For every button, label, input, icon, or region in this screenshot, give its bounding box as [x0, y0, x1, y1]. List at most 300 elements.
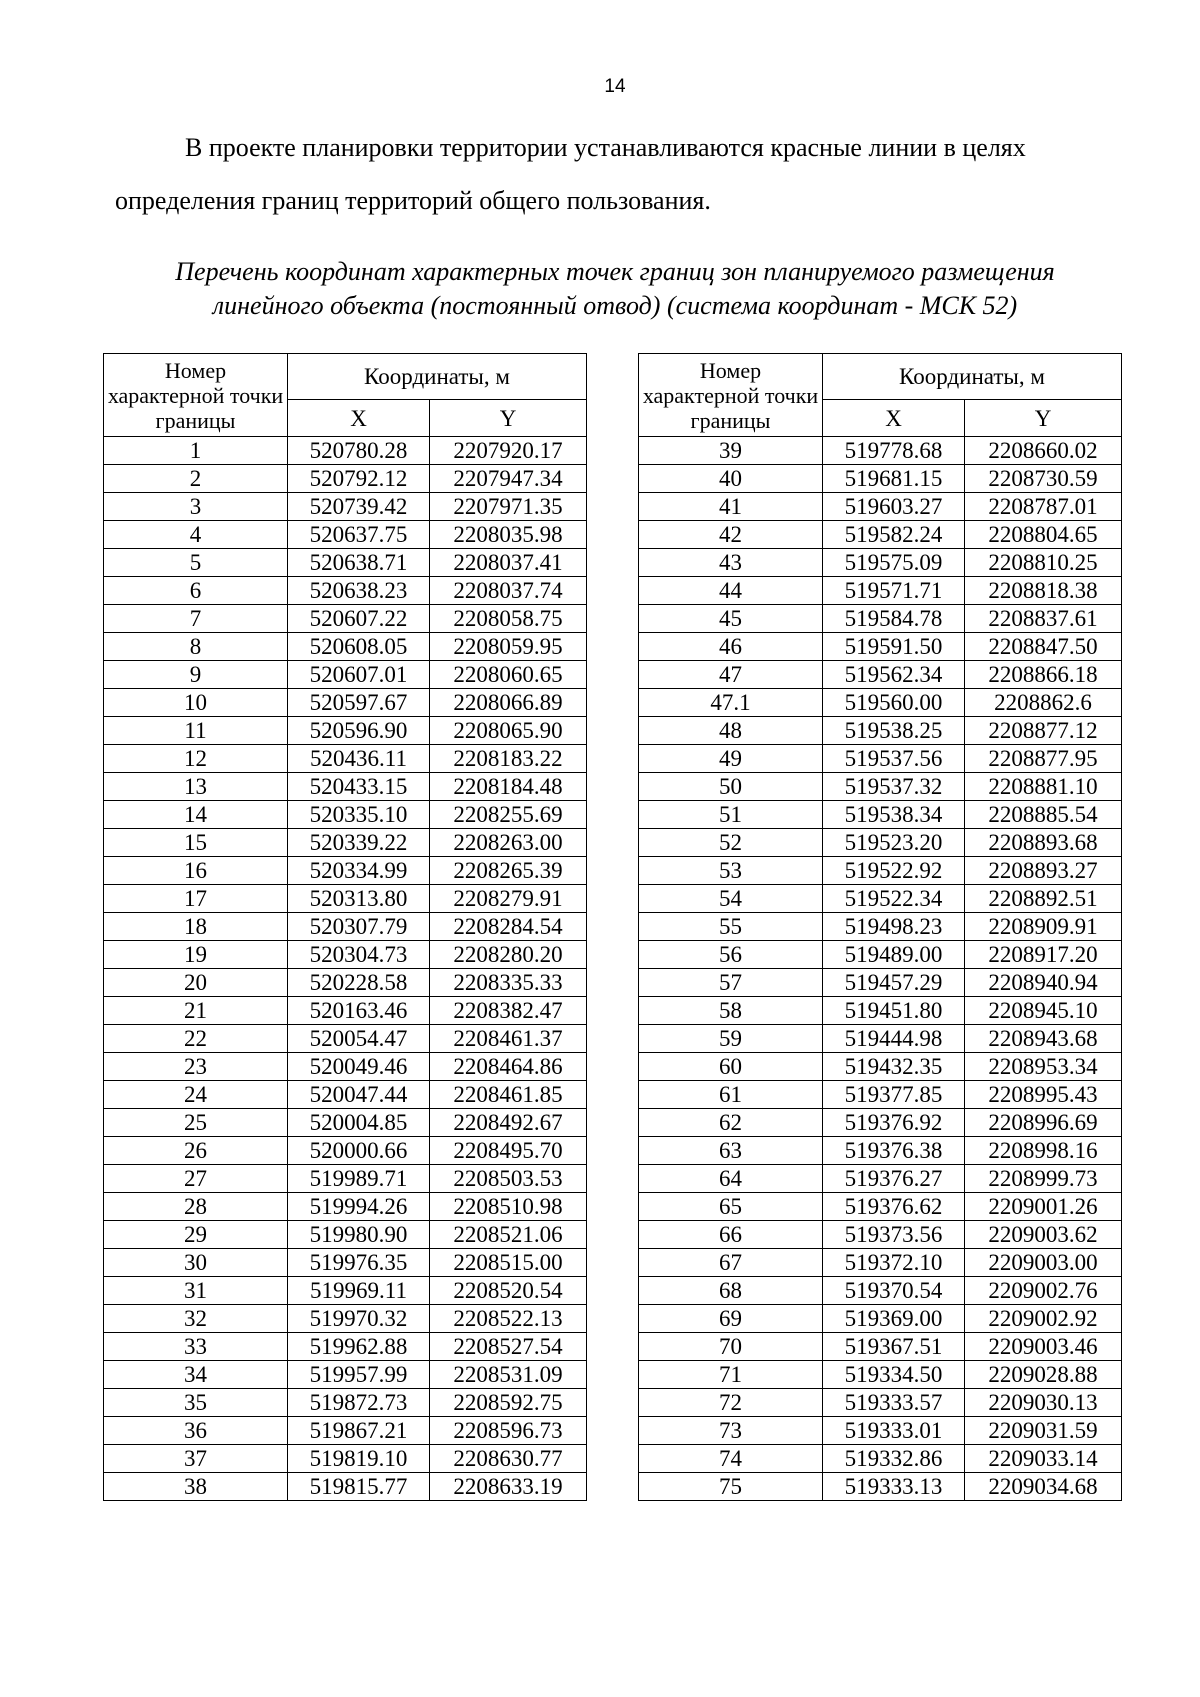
table-row [639, 521, 1122, 549]
y-coordinate-cell: 2208945.10 [965, 997, 1122, 1025]
table-row [104, 1389, 587, 1417]
x-coordinate-cell: 519867.21 [288, 1417, 430, 1445]
y-coordinate-cell: 2208503.53 [430, 1165, 587, 1193]
x-coordinate-cell: 520433.15 [288, 773, 430, 801]
x-coordinate-cell: 520334.99 [288, 857, 430, 885]
table-row [639, 493, 1122, 521]
point-number-cell: 13 [104, 773, 288, 801]
y-coordinate-cell: 2208810.25 [965, 549, 1122, 577]
x-coordinate-cell: 520436.11 [288, 745, 430, 773]
point-number-cell: 2 [104, 465, 288, 493]
y-coordinate-cell: 2209002.76 [965, 1277, 1122, 1305]
x-coordinate-cell: 519376.27 [823, 1165, 965, 1193]
y-coordinate-cell: 2208998.16 [965, 1137, 1122, 1165]
x-coordinate-cell: 519538.34 [823, 801, 965, 829]
table-row [639, 997, 1122, 1025]
body-paragraph [115, 121, 1115, 227]
point-number-cell: 3 [104, 493, 288, 521]
x-coordinate-cell: 519333.01 [823, 1417, 965, 1445]
x-coordinate-cell: 519957.99 [288, 1361, 430, 1389]
y-coordinate-cell: 2208892.51 [965, 885, 1122, 913]
table-row [639, 437, 1122, 465]
table-row [104, 1277, 587, 1305]
point-number-cell: 31 [104, 1277, 288, 1305]
point-number-cell: 58 [639, 997, 823, 1025]
y-coordinate-cell: 2208037.74 [430, 577, 587, 605]
y-coordinate-cell: 2208881.10 [965, 773, 1122, 801]
table-row [639, 1361, 1122, 1389]
point-number-cell: 6 [104, 577, 288, 605]
table-row [639, 1221, 1122, 1249]
point-number-cell: 7 [104, 605, 288, 633]
point-number-cell: 1 [104, 437, 288, 465]
x-coordinate-cell: 519522.92 [823, 857, 965, 885]
table-row [639, 1081, 1122, 1109]
y-coordinate-cell: 2208522.13 [430, 1305, 587, 1333]
y-coordinate-cell: 2208335.33 [430, 969, 587, 997]
table-row [104, 773, 587, 801]
y-coordinate-cell: 2208953.34 [965, 1053, 1122, 1081]
y-coordinate-cell: 2208893.68 [965, 829, 1122, 857]
x-coordinate-cell: 519994.26 [288, 1193, 430, 1221]
x-coordinate-cell: 519333.13 [823, 1473, 965, 1501]
x-coordinate-cell: 519970.32 [288, 1305, 430, 1333]
point-number-cell: 70 [639, 1333, 823, 1361]
point-number-cell: 53 [639, 857, 823, 885]
point-number-cell: 65 [639, 1193, 823, 1221]
y-coordinate-cell: 2208940.94 [965, 969, 1122, 997]
table-row [639, 857, 1122, 885]
x-coordinate-cell: 520047.44 [288, 1081, 430, 1109]
table-row [104, 577, 587, 605]
point-number-cell: 44 [639, 577, 823, 605]
y-coordinate-cell: 2208060.65 [430, 661, 587, 689]
point-number-cell: 30 [104, 1249, 288, 1277]
x-coordinate-cell: 519373.56 [823, 1221, 965, 1249]
table-row [104, 689, 587, 717]
header-coordinates: Координаты, м [288, 354, 587, 400]
table-row [639, 773, 1122, 801]
point-number-cell: 39 [639, 437, 823, 465]
point-number-cell: 45 [639, 605, 823, 633]
header-y: Y [430, 400, 587, 437]
y-coordinate-cell: 2208862.6 [965, 689, 1122, 717]
y-coordinate-cell: 2209001.26 [965, 1193, 1122, 1221]
x-coordinate-cell: 519451.80 [823, 997, 965, 1025]
x-coordinate-cell: 519376.38 [823, 1137, 965, 1165]
page-number: 14 [604, 76, 626, 97]
x-coordinate-cell: 519377.85 [823, 1081, 965, 1109]
table-row [104, 941, 587, 969]
y-coordinate-cell: 2208065.90 [430, 717, 587, 745]
y-coordinate-cell: 2208280.20 [430, 941, 587, 969]
table-row [639, 577, 1122, 605]
table-row [104, 1137, 587, 1165]
x-coordinate-cell: 520637.75 [288, 521, 430, 549]
y-coordinate-cell: 2208492.67 [430, 1109, 587, 1137]
coordinates-table-right [638, 353, 1122, 1501]
point-number-cell: 41 [639, 493, 823, 521]
table-row [639, 1417, 1122, 1445]
header-point-number: Номер характерной точки границы [639, 354, 823, 437]
point-number-cell: 40 [639, 465, 823, 493]
y-coordinate-cell: 2208866.18 [965, 661, 1122, 689]
table-row [104, 1249, 587, 1277]
point-number-cell: 49 [639, 745, 823, 773]
table-row [639, 1109, 1122, 1137]
point-number-cell: 64 [639, 1165, 823, 1193]
point-number-cell: 67 [639, 1249, 823, 1277]
y-coordinate-cell: 2208059.95 [430, 633, 587, 661]
table-row [639, 549, 1122, 577]
point-number-cell: 37 [104, 1445, 288, 1473]
header-x: X [288, 400, 430, 437]
table-row [104, 437, 587, 465]
y-coordinate-cell: 2208877.95 [965, 745, 1122, 773]
point-number-cell: 29 [104, 1221, 288, 1249]
caption-line-2: линейного объекта (постоянный отвод) (система координат - МСК 52) [212, 291, 1018, 320]
x-coordinate-cell: 519582.24 [823, 521, 965, 549]
paragraph-text: В проекте планировки территории устанавливаются красные линии в целях определения границ территорий общего пользования. [115, 133, 1026, 215]
table-row [639, 661, 1122, 689]
x-coordinate-cell: 519489.00 [823, 941, 965, 969]
table-row [104, 549, 587, 577]
table-row [104, 1445, 587, 1473]
point-number-cell: 16 [104, 857, 288, 885]
x-coordinate-cell: 520607.01 [288, 661, 430, 689]
x-coordinate-cell: 519989.71 [288, 1165, 430, 1193]
x-coordinate-cell: 519444.98 [823, 1025, 965, 1053]
x-coordinate-cell: 519819.10 [288, 1445, 430, 1473]
table-row [104, 465, 587, 493]
point-number-cell: 46 [639, 633, 823, 661]
point-number-cell: 10 [104, 689, 288, 717]
y-coordinate-cell: 2208382.47 [430, 997, 587, 1025]
table-row [104, 661, 587, 689]
y-coordinate-cell: 2208996.69 [965, 1109, 1122, 1137]
y-coordinate-cell: 2208818.38 [965, 577, 1122, 605]
x-coordinate-cell: 519538.25 [823, 717, 965, 745]
point-number-cell: 34 [104, 1361, 288, 1389]
point-number-cell: 17 [104, 885, 288, 913]
table-row [639, 745, 1122, 773]
table-row [104, 1305, 587, 1333]
x-coordinate-cell: 520304.73 [288, 941, 430, 969]
x-coordinate-cell: 519575.09 [823, 549, 965, 577]
point-number-cell: 66 [639, 1221, 823, 1249]
y-coordinate-cell: 2208521.06 [430, 1221, 587, 1249]
x-coordinate-cell: 520313.80 [288, 885, 430, 913]
table-row [104, 1081, 587, 1109]
y-coordinate-cell: 2208917.20 [965, 941, 1122, 969]
y-coordinate-cell: 2208592.75 [430, 1389, 587, 1417]
point-number-cell: 18 [104, 913, 288, 941]
y-coordinate-cell: 2207947.34 [430, 465, 587, 493]
x-coordinate-cell: 519962.88 [288, 1333, 430, 1361]
point-number-cell: 20 [104, 969, 288, 997]
x-coordinate-cell: 519367.51 [823, 1333, 965, 1361]
x-coordinate-cell: 519457.29 [823, 969, 965, 997]
y-coordinate-cell: 2208893.27 [965, 857, 1122, 885]
x-coordinate-cell: 520739.42 [288, 493, 430, 521]
y-coordinate-cell: 2208184.48 [430, 773, 587, 801]
x-coordinate-cell: 519376.62 [823, 1193, 965, 1221]
y-coordinate-cell: 2209003.46 [965, 1333, 1122, 1361]
table-row [639, 829, 1122, 857]
x-coordinate-cell: 519369.00 [823, 1305, 965, 1333]
y-coordinate-cell: 2208885.54 [965, 801, 1122, 829]
table-row [639, 941, 1122, 969]
y-coordinate-cell: 2208461.85 [430, 1081, 587, 1109]
point-number-cell: 59 [639, 1025, 823, 1053]
x-coordinate-cell: 519778.68 [823, 437, 965, 465]
table-row [104, 997, 587, 1025]
table-row [104, 1417, 587, 1445]
table-row [104, 493, 587, 521]
table-row [639, 465, 1122, 493]
point-number-cell: 38 [104, 1473, 288, 1501]
table-row [104, 1053, 587, 1081]
table-row [639, 689, 1122, 717]
x-coordinate-cell: 519537.32 [823, 773, 965, 801]
point-number-cell: 23 [104, 1053, 288, 1081]
point-number-cell: 74 [639, 1445, 823, 1473]
table-row [104, 1473, 587, 1501]
x-coordinate-cell: 519980.90 [288, 1221, 430, 1249]
y-coordinate-cell: 2208943.68 [965, 1025, 1122, 1053]
x-coordinate-cell: 520004.85 [288, 1109, 430, 1137]
x-coordinate-cell: 519872.73 [288, 1389, 430, 1417]
table-row [104, 1361, 587, 1389]
point-number-cell: 35 [104, 1389, 288, 1417]
x-coordinate-cell: 519681.15 [823, 465, 965, 493]
header-x: X [823, 400, 965, 437]
table-row [639, 969, 1122, 997]
point-number-cell: 61 [639, 1081, 823, 1109]
y-coordinate-cell: 2208995.43 [965, 1081, 1122, 1109]
x-coordinate-cell: 520792.12 [288, 465, 430, 493]
table-row [639, 1305, 1122, 1333]
y-coordinate-cell: 2208058.75 [430, 605, 587, 633]
table-row [639, 1137, 1122, 1165]
x-coordinate-cell: 519332.86 [823, 1445, 965, 1473]
y-coordinate-cell: 2208804.65 [965, 521, 1122, 549]
header-coordinates: Координаты, м [823, 354, 1122, 400]
table-row [104, 829, 587, 857]
y-coordinate-cell: 2208037.41 [430, 549, 587, 577]
x-coordinate-cell: 520335.10 [288, 801, 430, 829]
y-coordinate-cell: 2208660.02 [965, 437, 1122, 465]
y-coordinate-cell: 2207920.17 [430, 437, 587, 465]
x-coordinate-cell: 520780.28 [288, 437, 430, 465]
x-coordinate-cell: 519333.57 [823, 1389, 965, 1417]
point-number-cell: 50 [639, 773, 823, 801]
x-coordinate-cell: 519603.27 [823, 493, 965, 521]
x-coordinate-cell: 519560.00 [823, 689, 965, 717]
point-number-cell: 60 [639, 1053, 823, 1081]
x-coordinate-cell: 519370.54 [823, 1277, 965, 1305]
y-coordinate-cell: 2208730.59 [965, 465, 1122, 493]
y-coordinate-cell: 2208909.91 [965, 913, 1122, 941]
point-number-cell: 72 [639, 1389, 823, 1417]
table-row [639, 801, 1122, 829]
point-number-cell: 4 [104, 521, 288, 549]
x-coordinate-cell: 519591.50 [823, 633, 965, 661]
point-number-cell: 5 [104, 549, 288, 577]
table-row [639, 633, 1122, 661]
y-coordinate-cell: 2208461.37 [430, 1025, 587, 1053]
y-coordinate-cell: 2208464.86 [430, 1053, 587, 1081]
y-coordinate-cell: 2209030.13 [965, 1389, 1122, 1417]
x-coordinate-cell: 519372.10 [823, 1249, 965, 1277]
x-coordinate-cell: 520163.46 [288, 997, 430, 1025]
point-number-cell: 27 [104, 1165, 288, 1193]
x-coordinate-cell: 519523.20 [823, 829, 965, 857]
table-row [104, 913, 587, 941]
y-coordinate-cell: 2209002.92 [965, 1305, 1122, 1333]
point-number-cell: 48 [639, 717, 823, 745]
x-coordinate-cell: 519976.35 [288, 1249, 430, 1277]
x-coordinate-cell: 519571.71 [823, 577, 965, 605]
table-row [639, 1473, 1122, 1501]
point-number-cell: 36 [104, 1417, 288, 1445]
y-coordinate-cell: 2209028.88 [965, 1361, 1122, 1389]
point-number-cell: 26 [104, 1137, 288, 1165]
header-y: Y [965, 400, 1122, 437]
y-coordinate-cell: 2209031.59 [965, 1417, 1122, 1445]
y-coordinate-cell: 2208515.00 [430, 1249, 587, 1277]
coordinates-table-left [103, 353, 587, 1501]
y-coordinate-cell: 2207971.35 [430, 493, 587, 521]
point-number-cell: 8 [104, 633, 288, 661]
table-row [639, 1165, 1122, 1193]
y-coordinate-cell: 2209033.14 [965, 1445, 1122, 1473]
table-row [639, 717, 1122, 745]
x-coordinate-cell: 519376.92 [823, 1109, 965, 1137]
y-coordinate-cell: 2209003.00 [965, 1249, 1122, 1277]
table-row [104, 885, 587, 913]
x-coordinate-cell: 520638.23 [288, 577, 430, 605]
point-number-cell: 9 [104, 661, 288, 689]
table-row [639, 605, 1122, 633]
y-coordinate-cell: 2208847.50 [965, 633, 1122, 661]
x-coordinate-cell: 519334.50 [823, 1361, 965, 1389]
y-coordinate-cell: 2208263.00 [430, 829, 587, 857]
x-coordinate-cell: 520000.66 [288, 1137, 430, 1165]
y-coordinate-cell: 2208279.91 [430, 885, 587, 913]
table-row [104, 633, 587, 661]
point-number-cell: 33 [104, 1333, 288, 1361]
point-number-cell: 12 [104, 745, 288, 773]
point-number-cell: 28 [104, 1193, 288, 1221]
point-number-cell: 43 [639, 549, 823, 577]
point-number-cell: 22 [104, 1025, 288, 1053]
y-coordinate-cell: 2208510.98 [430, 1193, 587, 1221]
y-coordinate-cell: 2209003.62 [965, 1221, 1122, 1249]
point-number-cell: 47.1 [639, 689, 823, 717]
point-number-cell: 51 [639, 801, 823, 829]
y-coordinate-cell: 2208633.19 [430, 1473, 587, 1501]
y-coordinate-cell: 2208630.77 [430, 1445, 587, 1473]
x-coordinate-cell: 520054.47 [288, 1025, 430, 1053]
point-number-cell: 54 [639, 885, 823, 913]
table-row [104, 745, 587, 773]
y-coordinate-cell: 2208265.39 [430, 857, 587, 885]
table-row [639, 885, 1122, 913]
point-number-cell: 55 [639, 913, 823, 941]
table-row [104, 857, 587, 885]
x-coordinate-cell: 520607.22 [288, 605, 430, 633]
y-coordinate-cell: 2208787.01 [965, 493, 1122, 521]
point-number-cell: 68 [639, 1277, 823, 1305]
table-caption [105, 255, 1125, 323]
table-row [639, 1249, 1122, 1277]
point-number-cell: 15 [104, 829, 288, 857]
point-number-cell: 32 [104, 1305, 288, 1333]
y-coordinate-cell: 2208837.61 [965, 605, 1122, 633]
x-coordinate-cell: 519498.23 [823, 913, 965, 941]
table-row [639, 1053, 1122, 1081]
y-coordinate-cell: 2208527.54 [430, 1333, 587, 1361]
table-row [104, 605, 587, 633]
table-row [104, 1025, 587, 1053]
x-coordinate-cell: 520608.05 [288, 633, 430, 661]
point-number-cell: 19 [104, 941, 288, 969]
caption-line-1: Перечень координат характерных точек границ зон планируемого размещения [175, 257, 1055, 286]
x-coordinate-cell: 520307.79 [288, 913, 430, 941]
table-row [639, 1277, 1122, 1305]
x-coordinate-cell: 519584.78 [823, 605, 965, 633]
point-number-cell: 25 [104, 1109, 288, 1137]
table-row [104, 717, 587, 745]
x-coordinate-cell: 520597.67 [288, 689, 430, 717]
y-coordinate-cell: 2208520.54 [430, 1277, 587, 1305]
x-coordinate-cell: 520228.58 [288, 969, 430, 997]
table-row [104, 1109, 587, 1137]
table-row [639, 1445, 1122, 1473]
table-row [639, 1025, 1122, 1053]
y-coordinate-cell: 2208035.98 [430, 521, 587, 549]
y-coordinate-cell: 2208495.70 [430, 1137, 587, 1165]
table-row [639, 1193, 1122, 1221]
y-coordinate-cell: 2208877.12 [965, 717, 1122, 745]
y-coordinate-cell: 2208596.73 [430, 1417, 587, 1445]
point-number-cell: 24 [104, 1081, 288, 1109]
table-row [639, 1389, 1122, 1417]
point-number-cell: 69 [639, 1305, 823, 1333]
y-coordinate-cell: 2209034.68 [965, 1473, 1122, 1501]
point-number-cell: 71 [639, 1361, 823, 1389]
point-number-cell: 14 [104, 801, 288, 829]
table-row [104, 1221, 587, 1249]
x-coordinate-cell: 520339.22 [288, 829, 430, 857]
table-row [104, 969, 587, 997]
point-number-cell: 63 [639, 1137, 823, 1165]
point-number-cell: 73 [639, 1417, 823, 1445]
table-row [104, 801, 587, 829]
point-number-cell: 47 [639, 661, 823, 689]
y-coordinate-cell: 2208284.54 [430, 913, 587, 941]
header-point-number: Номер характерной точки границы [104, 354, 288, 437]
point-number-cell: 11 [104, 717, 288, 745]
point-number-cell: 21 [104, 997, 288, 1025]
x-coordinate-cell: 519562.34 [823, 661, 965, 689]
point-number-cell: 52 [639, 829, 823, 857]
x-coordinate-cell: 520638.71 [288, 549, 430, 577]
table-row [104, 1193, 587, 1221]
y-coordinate-cell: 2208999.73 [965, 1165, 1122, 1193]
point-number-cell: 56 [639, 941, 823, 969]
